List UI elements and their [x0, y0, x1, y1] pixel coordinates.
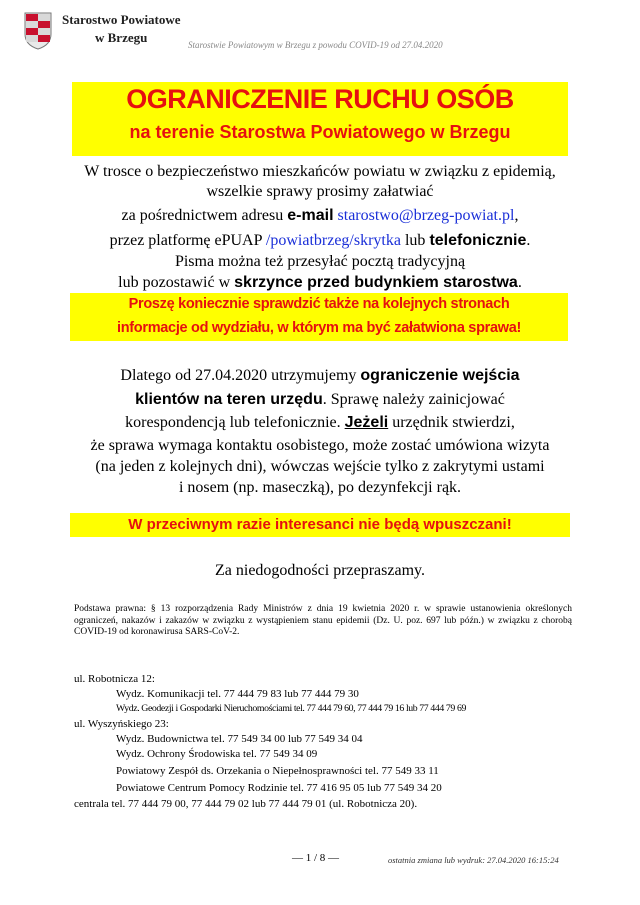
body-text: Dlatego od 27.04.2020 utrzymujemy [120, 367, 357, 384]
body-line-6: i nosem (np. maseczką), po dezynfekcji rąk. [178, 479, 462, 496]
intro-line-1: W trosce o bezpieczeństwo mieszkańców powiatu w związku z epidemią, [84, 163, 556, 180]
header-subtitle: Starostwie Powiatowym w Brzegu z powodu COVID-19 od 27.04.2020 [188, 40, 443, 50]
intro-text: lub [404, 232, 426, 249]
intro-punct: . [526, 232, 531, 249]
coat-of-arms-icon [24, 12, 52, 50]
intro-line-4 [0, 231, 640, 251]
contact-komunikacji: Wydz. Komunikacji tel. 77 444 79 83 lub 77 444 79 30 [116, 688, 359, 700]
page-subtitle: na terenie Starostwa Powiatowego w Brzegu [129, 122, 511, 142]
contact-orzekania: Powiatowy Zespół ds. Orzekania o Niepełnosprawności tel. 77 549 33 11 [116, 765, 439, 777]
apology-text: Za niedogodności przepraszamy. [215, 562, 425, 579]
body-line-2 [0, 390, 640, 410]
intro-text: lub pozostawić w [118, 274, 231, 291]
org-name-line2: w Brzegu [95, 30, 148, 45]
email-label: e-mail [287, 207, 334, 224]
body-text: urzędnik stwierdzi, [392, 414, 515, 431]
intro-text: za pośrednictwem adresu [121, 207, 284, 224]
phone-label: telefonicznie [429, 232, 527, 249]
contact-ochrony: Wydz. Ochrony Środowiska tel. 77 549 34 09 [116, 748, 318, 760]
body-line-4: że sprawa wymaga kontaktu osobistego, może zostać umówiona wizyta [90, 437, 550, 454]
org-name-line1: Starostwo Powiatowe [62, 12, 181, 27]
body-line-5: (na jeden z kolejnych dni), wówczas wejście tylko z zakrytymi ustami [95, 458, 545, 475]
contact-budownictwa: Wydz. Budownictwa tel. 77 549 34 00 lub 77 549 34 04 [116, 733, 363, 745]
epuap-link[interactable]: /powiatbrzeg/skrytka [265, 232, 401, 249]
page-title: OGRANICZENIE RUCHU OSÓB [126, 84, 514, 114]
intro-punct: . [517, 274, 522, 291]
contact-centrala: centrala tel. 77 444 79 00, 77 444 79 02 lub 77 444 79 01 (ul. Robotnicza 20). [74, 798, 418, 810]
body-text: . Sprawę należy zainicjować [322, 391, 505, 408]
street-wyszynskiego: ul. Wyszyńskiego 23: [74, 718, 169, 730]
intro-line-6 [0, 273, 640, 293]
intro-line-3 [0, 206, 640, 226]
mailbox-label: skrzynce przed budynkiem starostwa [234, 274, 518, 291]
last-modified-note: ostatnia zmiana lub wydruk: 27.04.2020 16:15:24 [388, 855, 559, 865]
street-robotnicza: ul. Robotnicza 12: [74, 673, 155, 685]
body-text: korespondencją lub telefonicznie. [125, 414, 341, 431]
page-number: — 1 / 8 — [292, 852, 340, 864]
notice-text: W przeciwnym razie interesanci nie będą wpuszczani! [128, 516, 512, 533]
intro-line-2: wszelkie sprawy prosimy załatwiać [206, 183, 434, 200]
body-line-1 [0, 366, 640, 386]
contact-pcpr: Powiatowe Centrum Pomocy Rodzinie tel. 77 416 95 05 lub 77 549 34 20 [116, 782, 442, 794]
warning-line-1: Proszę koniecznie sprawdzić także na kolejnych stronach [128, 296, 510, 312]
legal-basis: Podstawa prawna: § 13 rozporządzenia Rady Ministrów z dnia 19 kwietnia 2020 r. w sprawie ustanowienia określonych ograniczeń, nakazów i zakazów w związku z wystąpieniem stanu epidemii (Dz. U. poz. 697 lub późn.) w związku z chorobą COVID-19 od koronawirusa SARS-CoV-2. [74, 604, 572, 637]
contact-geodezji: Wydz. Geodezji i Gospodarki Nieruchomościami tel. 77 444 79 60, 77 444 79 16 lub 77 444 79 69 [116, 703, 466, 714]
intro-punct: , [514, 207, 519, 224]
intro-text: przez platformę ePUAP [109, 232, 262, 249]
intro-line-5: Pisma można też przesyłać pocztą tradycyjną [174, 253, 466, 270]
email-link[interactable]: starostwo@brzeg-powiat.pl [337, 207, 515, 224]
warning-line-2: informacje od wydziału, w którym ma być załatwiona sprawa! [116, 320, 522, 336]
body-line-3 [0, 413, 640, 433]
body-emphasis: ograniczenie wejścia [360, 367, 520, 384]
body-emphasis: Jeżeli [344, 414, 389, 431]
body-emphasis: klientów na teren urzędu [135, 391, 323, 408]
